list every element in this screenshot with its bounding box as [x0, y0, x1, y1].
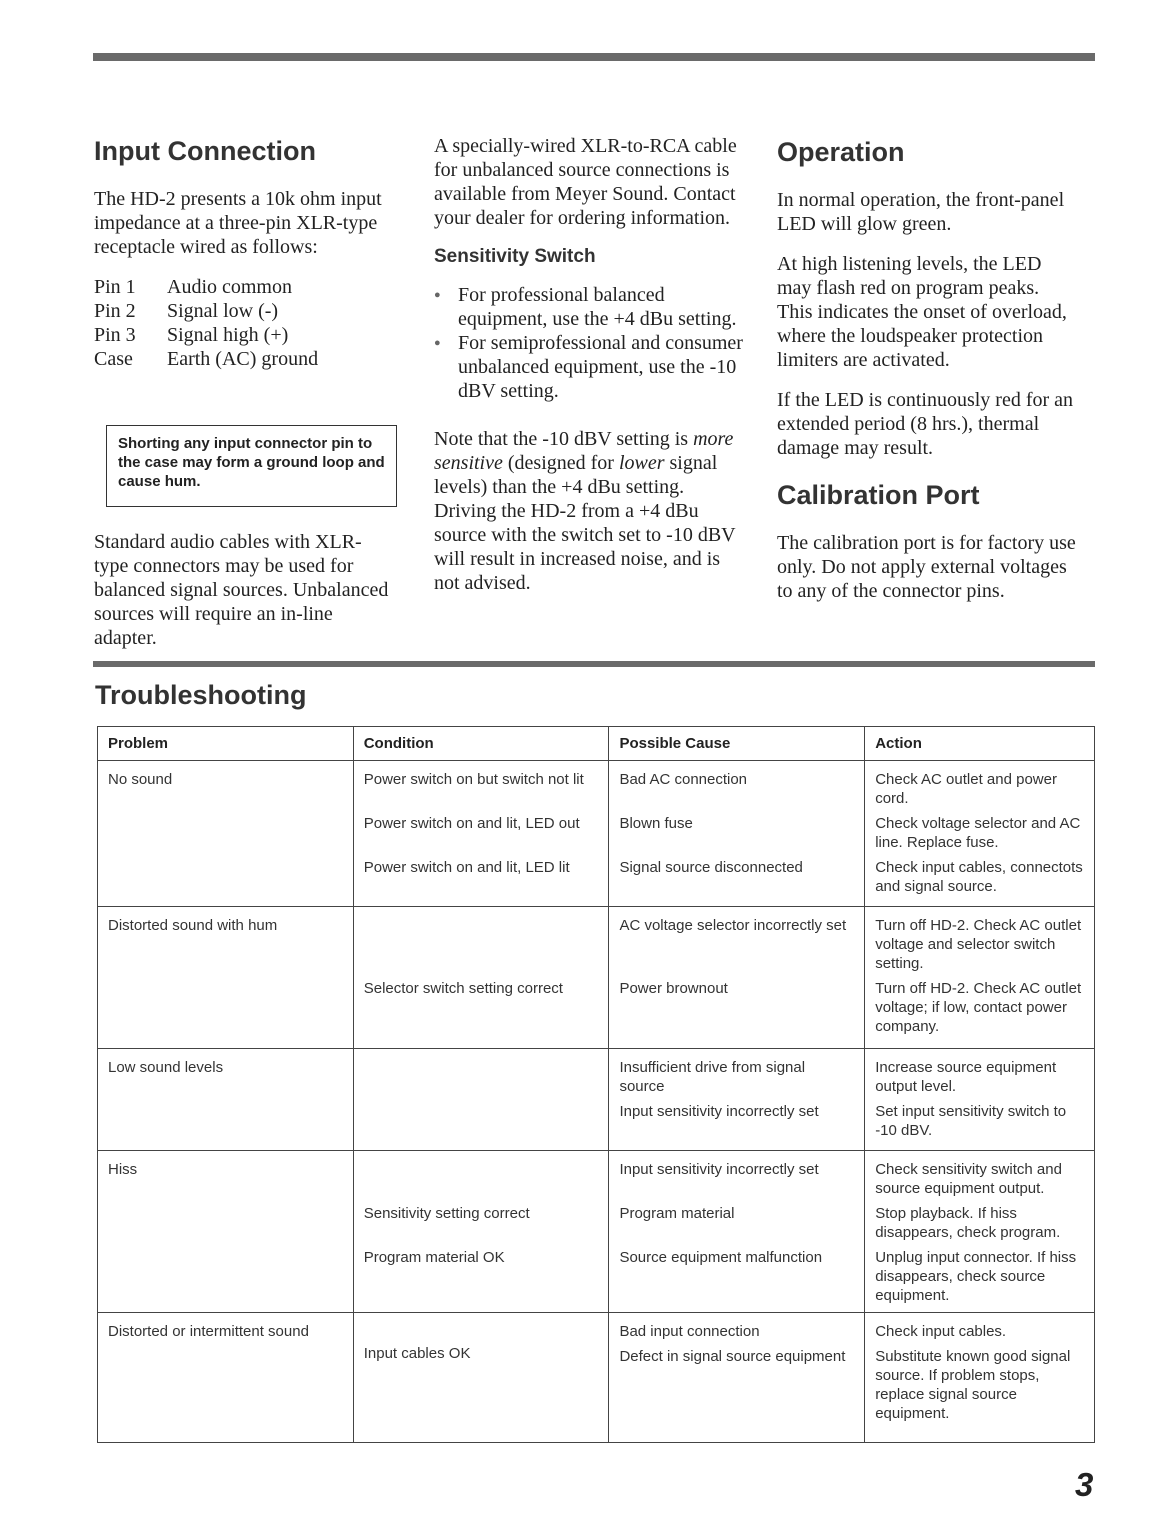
condition-entry — [364, 1058, 599, 1096]
calibration-heading: Calibration Port — [777, 480, 980, 510]
note-emphasis: lower — [618, 452, 665, 474]
bullet-item: ● For professional balanced equipment, use the +4 dBu setting. — [434, 283, 748, 331]
pin-list — [94, 275, 414, 371]
input-connection-heading: Input Connection — [94, 136, 316, 166]
pin-label: Pin 3 — [94, 324, 136, 346]
cause-entry: Bad input connection — [619, 1323, 760, 1340]
pin-label: Case — [94, 348, 133, 370]
cause-cell — [609, 761, 865, 907]
condition-entry — [364, 1322, 599, 1338]
condition-cell — [353, 1313, 609, 1443]
problem-cell — [98, 761, 354, 907]
cable-note: A specially-wired XLR-to-RCA cable for unbalanced source connections is available from Meyer Sound. Contact your dealer for ordering information. — [434, 135, 737, 229]
sensitivity-note — [434, 427, 748, 595]
problem-text: No sound — [108, 771, 173, 788]
cause-cell — [609, 1151, 865, 1313]
condition-entry: Sensitivity setting correct — [363, 1205, 530, 1222]
table-row — [98, 1049, 1095, 1151]
note-text: (designed for — [507, 452, 614, 474]
action-cell — [865, 761, 1095, 907]
problem-text: Low sound levels — [108, 1059, 224, 1076]
action-entry: Substitute known good signal source. If problem stops, replace signal source equipment. — [875, 1348, 1071, 1422]
action-entry: Turn off HD-2. Check AC outlet voltage and selector switch setting. — [875, 917, 1082, 972]
calibration-p1: The calibration port is for factory use only. Do not apply external voltages to any of the connector pins. — [777, 532, 1076, 602]
cause-cell — [609, 1313, 865, 1443]
header-problem: Problem — [98, 727, 354, 761]
cause-entry: Input sensitivity incorrectly set — [619, 1103, 819, 1120]
input-connection-section — [94, 134, 414, 371]
table-row — [98, 1313, 1095, 1443]
operation-p3: If the LED is continuously red for an extended period (8 hrs.), thermal damage may result. — [777, 389, 1074, 459]
problem-text: Hiss — [108, 1161, 138, 1178]
operation-p2: At high listening levels, the LED may flash red on program peaks. This indicates the onset of overload, where the loudspeaker protection limiters are activated. — [777, 253, 1067, 371]
problem-cell — [98, 907, 354, 1049]
cause-entry: Defect in signal source equipment — [619, 1348, 846, 1365]
action-entry: Turn off HD-2. Check AC outlet voltage; if low, contact power company. — [875, 980, 1082, 1035]
action-entry: Unplug input connector. If hiss disappears, check source equipment. — [875, 1249, 1077, 1304]
action-entry: Stop playback. If hiss disappears, check program. — [875, 1205, 1061, 1241]
cause-entry: Input sensitivity incorrectly set — [619, 1161, 819, 1178]
pin-desc: Signal low (-) — [167, 300, 279, 322]
table-row — [98, 907, 1095, 1049]
cause-cell — [609, 907, 865, 1049]
problem-text: Distorted or intermittent sound — [108, 1323, 309, 1340]
cause-entry: Source equipment malfunction — [619, 1249, 823, 1266]
condition-cell — [353, 1049, 609, 1151]
table-row — [98, 761, 1095, 907]
page-number: 3 — [1075, 1466, 1094, 1503]
pin-label: Pin 1 — [94, 276, 136, 298]
operation-section — [777, 135, 1077, 603]
section-rule — [93, 661, 1095, 667]
cause-entry: Power brownout — [619, 980, 728, 997]
condition-entry: Power switch on but switch not lit — [363, 771, 584, 788]
condition-entry: Power switch on and lit, LED out — [363, 815, 580, 832]
action-entry: Check input cables, connectots and signal source. — [875, 859, 1083, 895]
sensitivity-heading: Sensitivity Switch — [434, 246, 596, 267]
action-entry: Check input cables. — [875, 1323, 1007, 1340]
problem-cell — [98, 1151, 354, 1313]
action-entry: Check voltage selector and AC line. Replace fuse. — [875, 815, 1081, 851]
operation-heading: Operation — [777, 137, 905, 167]
top-rule — [93, 53, 1095, 61]
header-action: Action — [865, 727, 1095, 761]
action-cell — [865, 1049, 1095, 1151]
cables-text: Standard audio cables with XLR-type connectors may be used for balanced signal sources. Unbalanced sources will require an in-line adapter. — [94, 531, 389, 649]
action-cell — [865, 1313, 1095, 1443]
condition-entry — [364, 1102, 599, 1140]
condition-entry: Selector switch setting correct — [363, 980, 563, 997]
cables-section — [94, 530, 394, 650]
condition-entry: Program material OK — [363, 1249, 505, 1266]
note-text: signal levels) than the +4 dBu setting. Driving the HD-2 from a +4 dBu source with the switch set to -10 dBV will result in increased noise, and is not advised. — [434, 452, 736, 594]
header-condition: Condition — [353, 727, 609, 761]
table-header-row — [98, 727, 1095, 761]
action-entry: Check AC outlet and power cord. — [875, 771, 1057, 807]
note-text: Note that the -10 dBV setting is — [434, 428, 689, 450]
pin-label: Pin 2 — [94, 300, 136, 322]
problem-cell — [98, 1313, 354, 1443]
middle-column — [434, 134, 748, 595]
condition-cell — [353, 1151, 609, 1313]
cause-entry: Signal source disconnected — [619, 859, 803, 876]
operation-p1: In normal operation, the front-panel LED will glow green. — [777, 189, 1065, 235]
pin-desc: Earth (AC) ground — [167, 348, 319, 370]
bullet-item: ● For semiprofessional and consumer unbalanced equipment, use the -10 dBV setting. — [434, 331, 748, 403]
action-cell — [865, 907, 1095, 1049]
input-intro: The HD-2 presents a 10k ohm input impedance at a three-pin XLR-type receptacle wired as follows: — [94, 188, 382, 258]
troubleshooting-heading: Troubleshooting — [95, 680, 307, 710]
cause-entry: AC voltage selector incorrectly set — [619, 917, 847, 934]
cause-entry: Blown fuse — [619, 815, 693, 832]
problem-text: Distorted sound with hum — [108, 917, 278, 934]
note-emphasis: more sensitive — [434, 428, 734, 474]
cause-entry: Insufficient drive from signal source — [619, 1059, 806, 1095]
action-cell — [865, 1151, 1095, 1313]
pin-desc: Audio common — [167, 276, 292, 298]
action-entry: Check sensitivity switch and source equipment output. — [875, 1161, 1062, 1197]
sensitivity-bullets — [434, 283, 748, 403]
header-cause: Possible Cause — [609, 727, 865, 761]
condition-entry: Input cables OK — [363, 1345, 471, 1362]
table-row — [98, 1151, 1095, 1313]
condition-entry: Power switch on and lit, LED lit — [363, 859, 570, 876]
cause-entry: Bad AC connection — [619, 771, 748, 788]
pin-desc: Signal high (+) — [167, 324, 289, 346]
ground-loop-warning: Shorting any input connector pin to the case may form a ground loop and cause hum. — [106, 425, 397, 507]
condition-cell — [353, 907, 609, 1049]
condition-cell — [353, 761, 609, 907]
cause-cell — [609, 1049, 865, 1151]
problem-cell — [98, 1049, 354, 1151]
troubleshooting-table — [97, 726, 1095, 1443]
condition-entry — [364, 916, 599, 973]
action-entry: Set input sensitivity switch to -10 dBV. — [875, 1103, 1067, 1139]
condition-entry — [364, 1160, 599, 1198]
cause-entry: Program material — [619, 1205, 735, 1222]
action-entry: Increase source equipment output level. — [875, 1059, 1057, 1095]
